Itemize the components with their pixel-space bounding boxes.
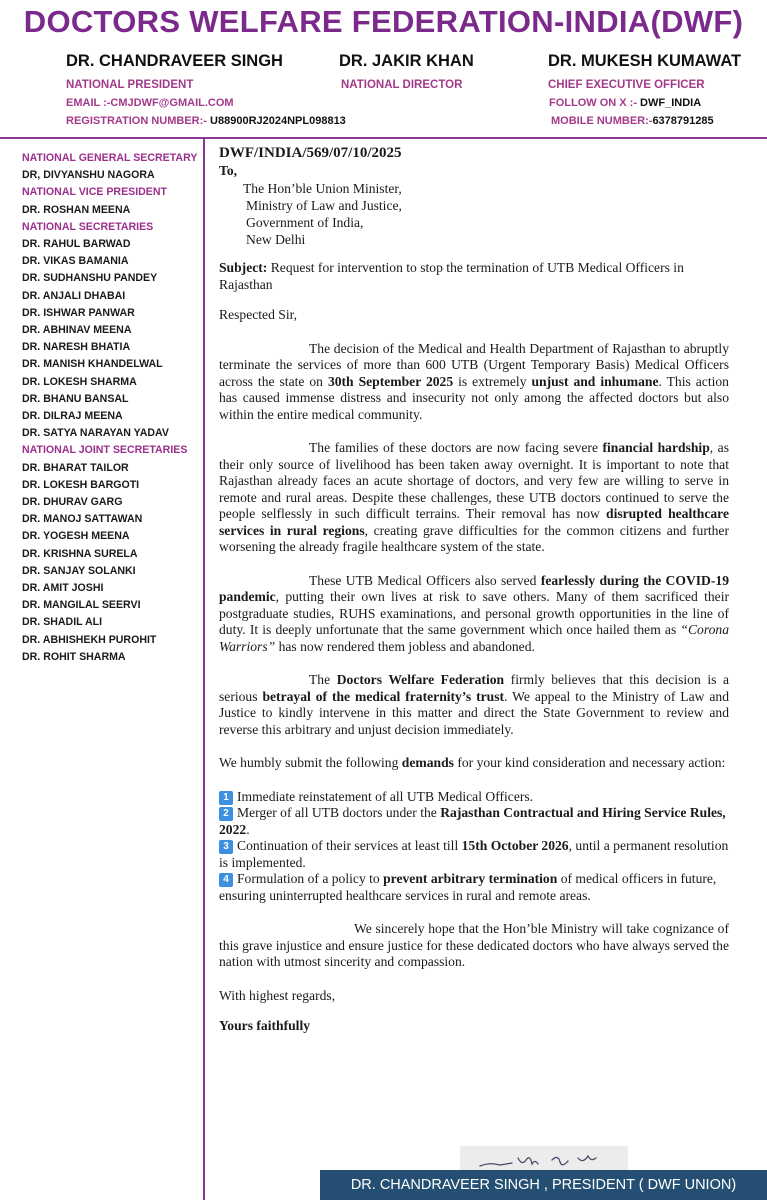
sidebar-member-name: DR. MANISH KHANDELWAL [22,358,163,371]
paragraph-3: These UTB Medical Officers also served fearlessly during the COVID-19 pandemic, putting their own lives at risk to save others. Many of them sacrificed their postgraduate studies, RUHS examinations, and personal growth opportunities in the line of duty. It is deeply unfortunate that the same government which once hailed them as “Corona Warriors” has now rendered them jobless and abandoned. [219,572,729,654]
sidebar-member-name: DR. SUDHANSHU PANDEY [22,272,158,285]
sidebar-member-name: DR. RAHUL BARWAD [22,238,131,250]
ceo-name: DR. MUKESH KUMAWAT [548,52,742,70]
letterhead [0,0,767,140]
office-bearers-sidebar [0,139,203,1200]
sidebar-member-name: DR. ABHISHEKH PUROHIT [22,633,157,646]
address-line: Government of India, [246,215,364,230]
demand-item-2: 2 Merger of all UTB doctors under the Rajasthan Contractual and Hiring Service Rules, 2022. [219,805,726,837]
email-label: EMAIL :- [66,97,111,109]
sidebar-heading: NATIONAL JOINT SECRETARIES [22,444,188,457]
letter-body [219,145,729,1035]
registration-line [66,115,346,127]
sidebar-divider [203,139,205,1200]
to-line: To, [219,163,238,178]
follow-value: DWF_INDIA [640,97,702,109]
sidebar-member-name: DR. ABHINAV MEENA [22,324,132,336]
sidebar-member-name: DR. NARESH BHATIA [22,341,131,354]
registration-value: U88900RJ2024NPL098813 [210,115,346,127]
paragraph-1: The decision of the Medical and Health Department of Rajasthan to abruptly terminate the services of more than 600 UTB (Urgent Temporary Basis) Medical Officers across the state on 30th September 2025 is extremely unjust and inhumane. This action has caused immense distress and insecurity not only among the affected doctors but also within the entire medical community. [219,340,729,422]
sidebar-member-name: DR. MANGILAL SEERVI [22,599,141,612]
subject-line [219,260,729,293]
sidebar-member-name: DR, DIVYANSHU NAGORA [22,169,155,182]
paragraph-5: We humbly submit the following demands for your kind consideration and necessary action: [219,755,726,770]
sidebar-member-name: DR. SATYA NARAYAN YADAV [22,427,169,440]
sidebar-member-name: DR. BHARAT TAILOR [22,461,129,474]
salutation: Respected Sir, [219,307,297,322]
registration-label: REGISTRATION NUMBER:- [66,115,207,127]
follow-label: FOLLOW ON X :- [549,97,637,109]
number-1-icon: 1 [219,791,233,805]
email-value: CMJDWF@GMAIL.COM [110,97,234,109]
follow-line [549,97,701,109]
director-name: DR. JAKIR KHAN [339,52,474,70]
paragraph-4: The Doctors Welfare Federation firmly believes that this decision is a serious betrayal of the medical fraternity’s trust. We appeal to the Ministry of Law and Justice to kindly intervene in this matter and direct the State Government to review and reverse this arbitrary and unjust decision immediately. [219,672,730,737]
sidebar-member-name: DR. YOGESH MEENA [22,530,130,543]
sidebar-member-name: DR. SANJAY SOLANKI [22,564,136,577]
sidebar-member-name: DR. ISHWAR PANWAR [22,306,135,319]
subject-label: Subject: [219,260,268,275]
mobile-line [551,115,714,127]
sidebar-heading: NATIONAL VICE PRESIDENT [22,186,167,199]
sidebar-member-name: DR. KRISHNA SURELA [22,547,138,560]
demand-item-1: 1 Immediate reinstatement of all UTB Medical Officers. [219,789,729,806]
mobile-label: MOBILE NUMBER:- [551,115,653,127]
closing-line: With highest regards, [219,987,336,1003]
sidebar-member-name: DR. DHURAV GARG [22,496,123,508]
reference-number: DWF/INDIA/569/07/10/2025 [219,145,402,161]
sidebar-member-name: DR. ANJALI DHABAI [22,289,126,302]
subject-text: Request for intervention to stop the termination of UTB Medical Officers in Rajasthan [219,260,684,292]
sidebar-member-name: DR. SHADIL ALI [22,616,103,629]
number-3-icon: 3 [219,840,233,854]
sidebar-member-name: DR. AMIT JOSHI [22,582,104,594]
president-name: DR. CHANDRAVEER SINGH [66,52,283,70]
mobile-value: 6378791285 [652,115,714,127]
email-line [66,97,234,109]
sidebar-member-name: DR. LOKESH BARGOTI [22,478,140,491]
organization-title: DOCTORS WELFARE FEDERATION-INDIA(DWF) [23,4,744,39]
sidebar-member-name: DR. MANOJ SATTAWAN [22,513,143,526]
sidebar-member-name: DR. ROHIT SHARMA [22,650,126,663]
paragraph-6: We sincerely hope that the Hon’ble Ministry will take cognizance of this grave injustice and ensure justice for these dedicated doctors who have always served the nation with utmost sincerity and compassion. [219,921,729,969]
demand-item-3: 3 Continuation of their services at least till 15th October 2026, until a permanent resolution is implemented. [219,838,729,870]
paragraph-2: The families of these doctors are now facing severe financial hardship, as their only source of livelihood has been taken away overnight. It is important to note that Rajasthan already faces an acute shortage of doctors, and very few are willing to serve in remote and rural areas. Despite these challenges, these UTB doctors continued to serve the people selflessly in such difficult terrains. Their removal has now disrupted healthcare services in rural regions, creating grave difficulties for the common citizens and further worsening the already fragile healthcare system of the state. [219,440,729,554]
demand-item-4: 4 Formulation of a policy to prevent arbitrary termination of medical officers in future, ensuring uninterrupted healthcare services in rural and remote areas. [219,871,717,903]
footer-signatory-bar: DR. CHANDRAVEER SINGH , PRESIDENT ( DWF UNION) [320,1170,767,1200]
number-2-icon: 2 [219,807,233,821]
address-line: The Hon’ble Union Minister, [243,181,402,196]
demands-list [219,789,729,905]
address-line: New Delhi [246,232,306,247]
sidebar-member-name: DR. LOKESH SHARMA [22,375,137,388]
director-role: NATIONAL DIRECTOR [341,79,463,91]
yours-faithfully: Yours faithfully [219,1018,311,1033]
sidebar-member-name: DR. BHANU BANSAL [22,392,129,405]
president-role: NATIONAL PRESIDENT [66,79,194,91]
sidebar-member-name: DR. DILRAJ MEENA [22,410,123,422]
number-4-icon: 4 [219,873,233,887]
sidebar-member-name: DR. ROSHAN MEENA [22,203,131,216]
sidebar-heading: NATIONAL GENERAL SECRETARY [22,152,198,164]
address-line: Ministry of Law and Justice, [246,198,402,213]
ceo-role: CHIEF EXECUTIVE OFFICER [548,79,705,91]
sidebar-member-name: DR. VIKAS BAMANIA [22,255,129,268]
sidebar-heading: NATIONAL SECRETARIES [22,220,154,233]
recipient-address [219,180,729,248]
